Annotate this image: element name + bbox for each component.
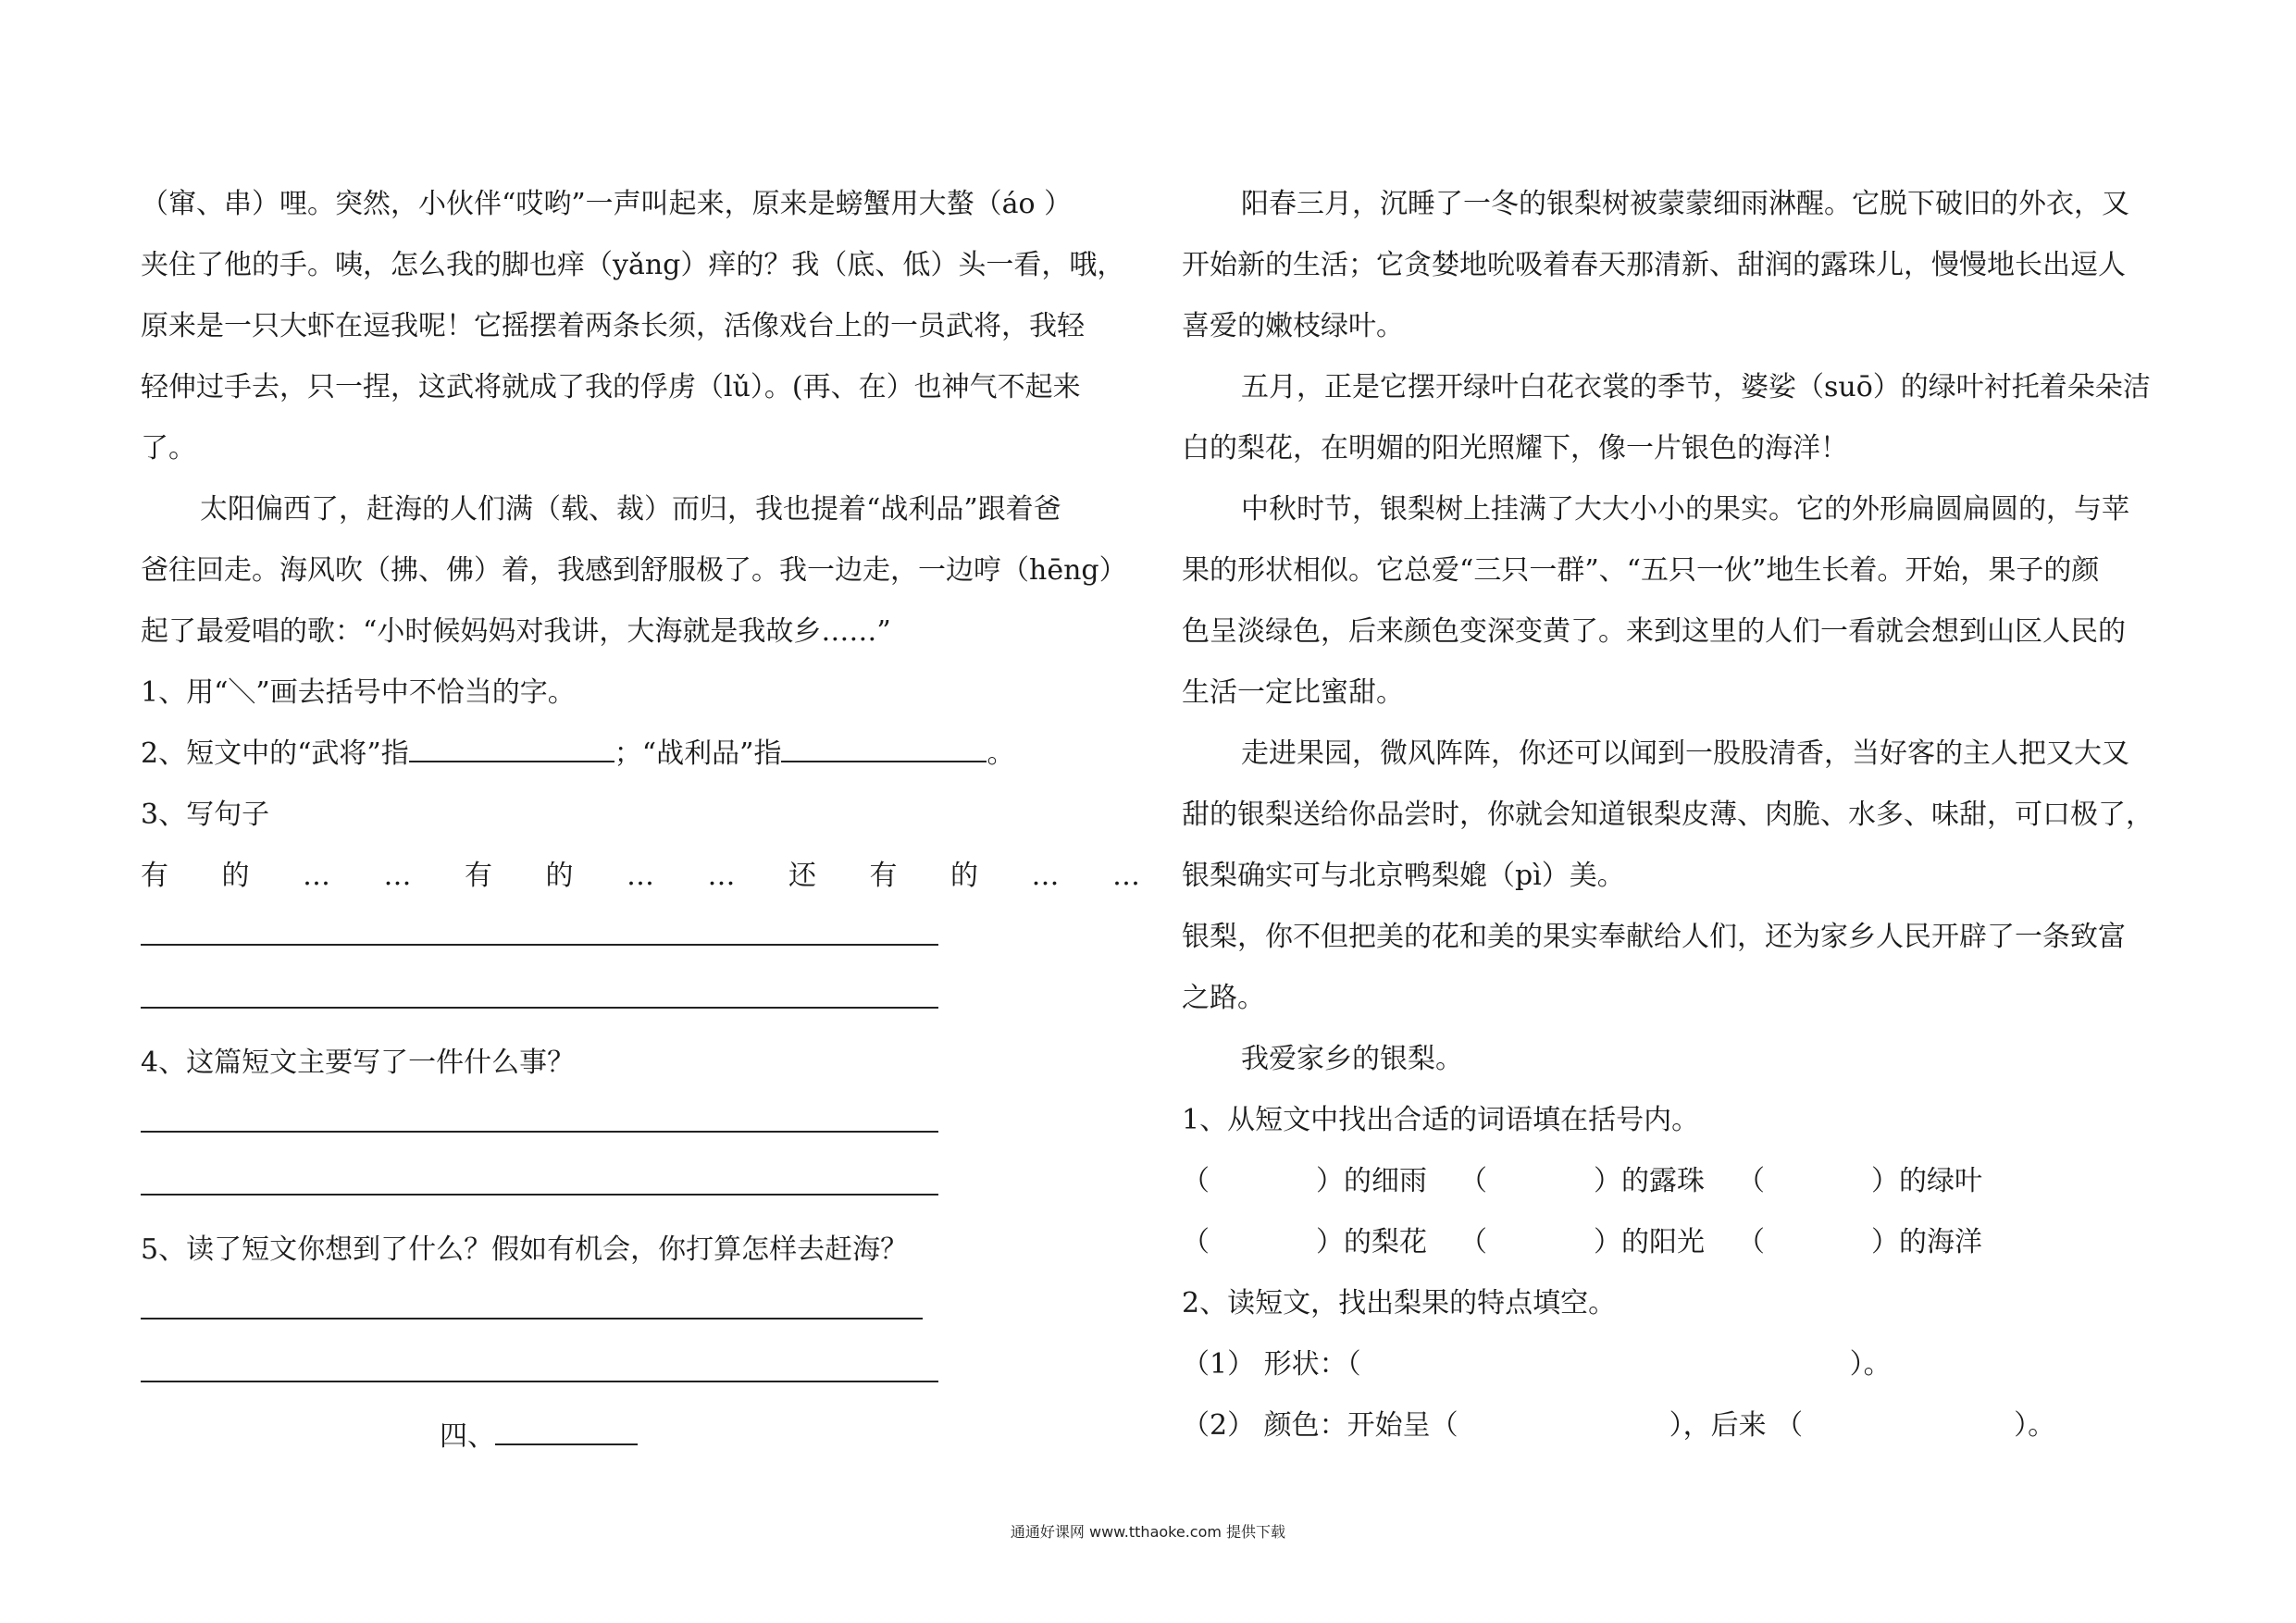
text-line: 色呈淡绿色，后来颜色变深变黄了。来到这里的人们一看就会想到山区人民的: [1182, 615, 2126, 648]
answer-line[interactable]: [141, 1281, 923, 1319]
color-end: ）。: [2014, 1409, 2056, 1442]
word-fill-blank[interactable]: [1210, 1212, 1316, 1273]
question-3: 3、写句子: [141, 799, 270, 831]
text-line: 五月，正是它摆开绿叶白花衣裳的季节，婆娑（suō）的绿叶衬托着朵朵洁: [1241, 371, 2151, 403]
right-column: [1182, 174, 2181, 1456]
section-four-title-blank[interactable]: [495, 1419, 638, 1445]
word-fill-blank[interactable]: [1487, 1212, 1594, 1273]
word-fill-row-2: [1182, 1212, 2181, 1273]
open-paren: （: [1459, 1165, 1487, 1197]
word-fill-suffix: ）的海洋: [1871, 1226, 1982, 1258]
passage-paragraph-6: 我爱家乡的银梨。: [1241, 1043, 1463, 1075]
question-2: [141, 724, 1140, 785]
text-line: 银梨，你不但把美的花和美的果实奉献给人们，还为家乡人民开辟了一条致富: [1182, 921, 2126, 953]
text-line: 果的形状相似。它总爱“三只一群”、“五只一伙”地生长着。开始，果子的颜: [1182, 554, 2100, 587]
word-fill-item: [1737, 1151, 2015, 1212]
word-fill-item: [1459, 1212, 1737, 1273]
text-line: 走进果园，微风阵阵，你还可以闻到一股股清香，当好客的主人把又大又: [1241, 737, 2129, 770]
answer-line[interactable]: [141, 1157, 938, 1196]
text-line: 开始新的生活；它贪婪地吮吸着春天那清新、甜润的露珠儿，慢慢地长出逗人: [1182, 249, 2126, 281]
text-line: 中秋时节，银梨树上挂满了大大小小的果实。它的外形扁圆扁圆的，与苹: [1241, 493, 2129, 526]
text-line: 起了最爱唱的歌：“小时候妈妈对我讲，大海就是我故乡……”: [141, 615, 891, 648]
word-fill-blank[interactable]: [1765, 1151, 1871, 1212]
text-line: 阳春三月，沉睡了一冬的银梨树被蒙蒙细雨淋醒。它脱下破旧的外衣，又: [1241, 188, 2129, 220]
color-label: （2） 颜色：开始呈（: [1182, 1409, 1458, 1442]
text-line: 甜的银梨送给你品尝时，你就会知道银梨皮薄、肉脆、水多、味甜，可口极了，: [1182, 799, 2153, 831]
open-paren: （: [1737, 1165, 1765, 1197]
text-line: 爸往回走。海风吹（拂、佛）着，我感到舒服极了。我一边走，一边哼（hēng）: [141, 554, 1127, 587]
text-line: 之路。: [1182, 982, 1265, 1014]
passage-paragraph-4: [1182, 724, 2181, 907]
open-paren: （: [1737, 1226, 1765, 1258]
pattern-word: 有: [869, 860, 898, 892]
question-2-suffix: 。: [987, 737, 1015, 770]
section-four-heading: [141, 1406, 937, 1468]
word-fill-blank[interactable]: [1487, 1151, 1594, 1212]
word-fill-suffix: ）的阳光: [1594, 1226, 1705, 1258]
pattern-word: …: [627, 860, 654, 892]
question-2-middle: ；“战利品”指: [614, 737, 782, 770]
pattern-word: …: [383, 860, 412, 892]
pattern-word: 的: [545, 860, 574, 892]
zhanlipin-answer-blank[interactable]: [781, 737, 987, 762]
shape-end: ）。: [1849, 1348, 1892, 1381]
passage-paragraph-1: [1182, 174, 2181, 357]
pattern-word: …: [303, 860, 330, 892]
text-line: 夹住了他的手。咦，怎么我的脚也痒（yǎng）痒的？我（底、低）头一看，哦，: [141, 249, 1125, 281]
color-mid: ），后来 （: [1669, 1409, 1804, 1442]
pattern-word: 的: [221, 860, 250, 892]
text-line: 轻伸过手去，只一捏，这武将就成了我的俘虏（lǔ）。(再、在）也神气不起来: [141, 371, 1081, 403]
passage-paragraph-5: [1182, 907, 2181, 1029]
text-line: 银梨确实可与北京鸭梨媲（pì）美。: [1182, 860, 1625, 892]
pattern-word: 的: [950, 860, 978, 892]
pattern-word: 还: [788, 860, 816, 892]
word-fill-blank[interactable]: [1210, 1151, 1316, 1212]
word-fill-suffix: ）的细雨: [1316, 1165, 1427, 1197]
left-column: [141, 174, 1140, 1468]
open-paren: （: [1182, 1226, 1210, 1258]
text-line: 白的梨花，在明媚的阳光照耀下，像一片银色的海洋！: [1182, 432, 1848, 465]
pattern-word: 有: [465, 860, 492, 892]
shape-label: （1） 形状：（: [1182, 1348, 1361, 1381]
color-fill-line: [1182, 1395, 2181, 1456]
pattern-word: …: [1031, 860, 1060, 892]
answer-line[interactable]: [141, 907, 938, 946]
pattern-word: …: [707, 860, 736, 892]
passage-paragraph-1: [141, 174, 1140, 479]
text-line: （窜、串）哩。突然，小伙伴“哎哟”一声叫起来，原来是螃蟹用大螯（áo ）: [141, 188, 1073, 220]
passage-paragraph-3: [1182, 479, 2181, 724]
answer-line[interactable]: [141, 970, 938, 1009]
pattern-word: …: [1112, 860, 1140, 892]
question-2: 2、读短文，找出梨果的特点填空。: [1182, 1287, 1617, 1319]
word-fill-item: [1459, 1151, 1737, 1212]
open-paren: （: [1459, 1226, 1487, 1258]
question-2-prefix: 2、短文中的“武将”指: [141, 737, 409, 770]
word-fill-item: [1182, 1212, 1459, 1273]
question-1: 1、从短文中找出合适的词语填在括号内。: [1182, 1104, 1700, 1136]
text-line: 生活一定比蜜甜。: [1182, 676, 1404, 709]
word-fill-row-1: [1182, 1151, 2181, 1212]
answer-line[interactable]: [141, 1344, 938, 1382]
question-5: 5、读了短文你想到了什么？假如有机会，你打算怎样去赶海？: [141, 1233, 909, 1266]
shape-fill-line: [1182, 1334, 2181, 1395]
word-fill-item: [1737, 1212, 2015, 1273]
answer-line[interactable]: [141, 1094, 938, 1133]
pattern-word: 有: [141, 860, 168, 892]
word-fill-suffix: ）的梨花: [1316, 1226, 1427, 1258]
text-line: 太阳偏西了，赶海的人们满（载、裁）而归，我也提着“战利品”跟着爸: [200, 493, 1061, 526]
text-line: 了。: [141, 432, 196, 465]
question-1: 1、用“＼”画去括号中不恰当的字。: [141, 676, 576, 709]
question-4: 4、这篇短文主要写了一件什么事？: [141, 1047, 576, 1079]
word-fill-item: [1182, 1151, 1459, 1212]
text-line: 喜爱的嫩枝绿叶。: [1182, 310, 1404, 342]
wujiang-answer-blank[interactable]: [409, 737, 614, 762]
page-footer: 通通好课网 www.tthaoke.com 提供下载: [1010, 1523, 1286, 1541]
word-fill-suffix: ）的露珠: [1594, 1165, 1705, 1197]
passage-paragraph-2: [141, 479, 1140, 663]
open-paren: （: [1182, 1165, 1210, 1197]
text-line: 原来是一只大虾在逗我呢！它摇摆着两条长须，活像戏台上的一员武将，我轻: [141, 310, 1085, 342]
sentence-pattern: [141, 846, 1140, 907]
passage-paragraph-2: [1182, 357, 2181, 479]
word-fill-blank[interactable]: [1765, 1212, 1871, 1273]
section-four-label: 四、: [440, 1420, 495, 1453]
word-fill-suffix: ）的绿叶: [1871, 1165, 1982, 1197]
